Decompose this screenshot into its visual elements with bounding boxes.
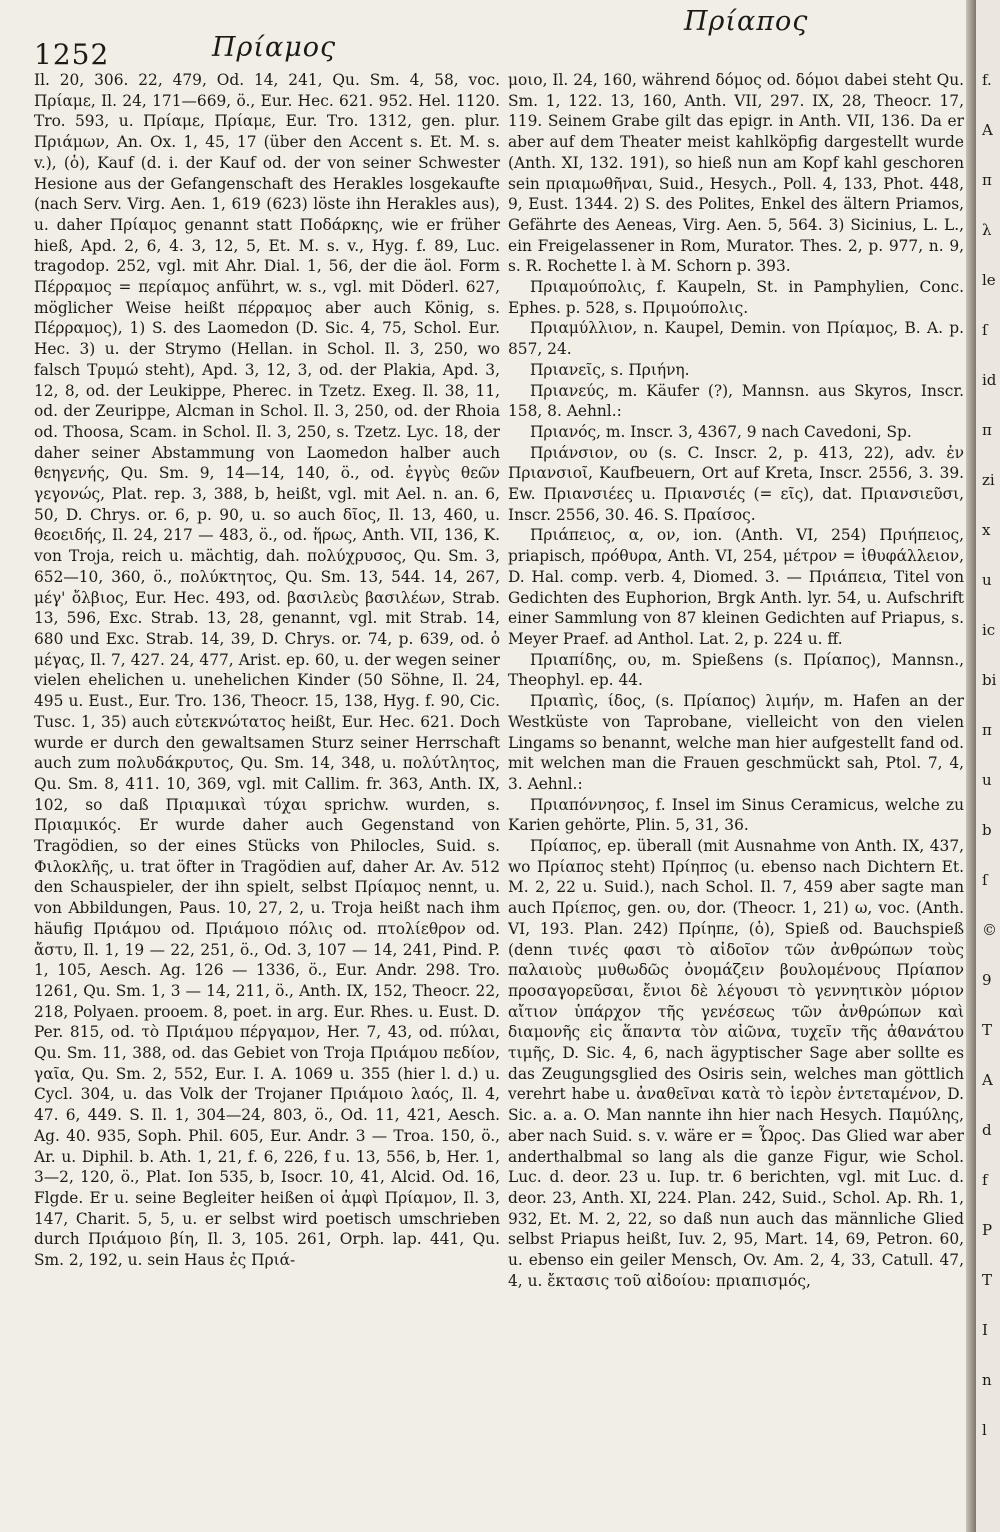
next-page-fragment: π	[982, 721, 992, 739]
entry-priapos: Πρίαπος, ep. überall (mit Ausnahme von Anth. IX, 437, wo Πρίαπος steht) Πρίηπος (u. ebenso nach Dichtern Et. M. 2, 22 u. Suid.), nach Schol. Il. 7, 459 aber sagte man auch Πρίεπος, gen. ου, dor. (Theocr. 1, 21) ω, voc. (Anth. VI, 193. Plan. 242) Πρίηπε, (ὁ), Spieß od. Bauchspieß (denn τινές φασι τὸ αἰδοῖον τῶν ἀνθρώπων τοὺς παλαιοὺς μυθωδῶς ὀνομάζειν βουλομένους Πρίαπον προσαγορεῦσαι, ἔνιοι δὲ λέγουσι τὸ γεννητικὸν μόριον αἴτιον ὑπάρχον τῆς γενέσεως τῶν ἀνθρώπων καὶ διαμονῆς εἰς ἅπαντα τὸν αἰῶνα, τυχεῖν τῆς ἀθανάτου τιμῆς, D. Sic. 4, 6, nach ägyptischer Sage aber sollte es das Zeugungsglied des Osiris sein, welches man göttlich verehrt habe u. ἀναθεῖναι κατὰ τὸ ἱερὸν ἐντεταμένον, D. Sic. a. a. O. Man nannte ihn hier nach Hesych. Παμύλης, aber nach Suid. s. v. wäre er = Ὧρος. Das Glied war aber anderthalbmal so lang als die ganze Figur, wie Schol. Luc. d. deor. 23 u. Iup. tr. 6 berichten, vgl. mit Luc. d. deor. 23, Anth. XI, 224. Plan. 242, Suid., Schol. Ap. Rh. 1, 932, Et. M. 2, 22, so daß nun auch das männliche Glied selbst Priapus heißt, Iuv. 2, 95, Mart. 14, 69, Petron. 60, u. ebenso ein geiler Mensch, Ov. Am. 2, 4, 33, Catull. 47, 4, u. ἔκτασις τοῦ αἰδοίου: πριαπισμός,	[508, 837, 964, 1290]
entry-priamyllion: Πριαμύλλιον, n. Kaupel, Demin. von Πρίαμος, B. A. p. 857, 24.	[508, 319, 964, 359]
next-page-fragment: T	[982, 1271, 993, 1289]
page-number: 1252	[34, 38, 110, 71]
next-page-fragment: A	[982, 1071, 993, 1089]
entry-priapeios: Πριάπειος, α, ον, ion. (Anth. VI, 254) Πριήπειος, priapisch, πρόθυρα, Anth. VI, 254, μέτρον = ἰθυφάλλειον, D. Hal. comp. verb. 4, Diomed. 3. — Πριάπεια, Titel von Gedichten des Euphorion, Brgk Anth. lyr. 54, u. Aufschrift einer Sammlung von 87 kleinen Gedichten auf Priapus, s. Meyer Praef. ad Anthol. Lat. 2, p. 224 u. ff.	[508, 526, 964, 648]
next-page-fragment: I	[982, 1321, 988, 1339]
next-page-fragment: le	[982, 271, 996, 289]
next-page-fragment: d	[982, 1121, 992, 1139]
entry-prianeus: Πριανεύς, m. Käufer (?), Mannsn. aus Skyros, Inscr. 158, 8. Aehnl.:	[508, 381, 964, 421]
next-page-fragment: f	[982, 1171, 988, 1189]
next-page-fragment: f.	[982, 71, 992, 89]
next-page-fragment: ſ	[982, 871, 988, 889]
next-page-fragment: bi	[982, 671, 997, 689]
left-column	[34, 70, 500, 1528]
entry-prianeis: Πριανεῖς, s. Πριήνη.	[530, 360, 690, 379]
next-page-fragment: A	[982, 121, 993, 139]
next-page-fragment: ſ	[982, 321, 988, 339]
next-page-fragment: n	[982, 1371, 992, 1389]
entry-priansion: Πριάνσιον, ου (s. C. Inscr. 2, p. 413, 22), adv. ἐν Πριανσιοῖ, Kaufbeuern, Ort auf Kreta, Inscr. 2556, 3. 39. Ew. Πριανσιέες u. Πριανσιές (= εῖς), dat. Πριανσιεῦσι, Inscr. 2556, 30. 46. S. Πραίσος.	[508, 443, 964, 524]
entry-priamos-continued-right: μοιο, Il. 24, 160, während δόμος od. δόμοι dabei steht Qu. Sm. 1, 122. 13, 160, Anth. VII, 297. IX, 28, Theocr. 17, 119. Seinem Grabe gilt das epigr. in Anth. VII, 136. Da er aber auf dem Theater meist kahlköpfig dargestellt wurde (Anth. XI, 132. 191), so hieß nun am Kopf kahl geschoren sein πριαμωθῆναι, Suid., Hesych., Poll. 4, 133, Phot. 448, 9, Eust. 1344. 2) S. des Polites, Enkel des ältern Priamos, Gefährte des Aeneas, Virg. Aen. 5, 564. 3) Sicinius, L. L., ein Freigelassener in Rom, Murator. Thes. 2, p. 977, n. 9, s. R. Rochette l. à M. Schorn p. 393.	[508, 71, 964, 276]
next-page-fragment: λ	[982, 221, 992, 239]
entry-priamupolis: Πριαμούπολις, f. Kaupeln, St. in Pamphylien, Conc. Ephes. p. 528, s. Πριμούπολις.	[508, 278, 964, 317]
right-column	[508, 70, 964, 1528]
next-page-fragment: id	[982, 371, 997, 389]
next-page-edge	[976, 0, 1000, 1532]
next-page-fragment: zi	[982, 471, 995, 489]
next-page-fragment: ic	[982, 621, 996, 639]
running-head-right: Πρίαπος	[684, 6, 809, 37]
next-page-fragment: u	[982, 771, 992, 789]
next-page-fragment: b	[982, 821, 992, 839]
running-head-left: Πρίαμος	[212, 32, 337, 63]
next-page-fragment: ©	[982, 921, 997, 939]
next-page-fragment: π	[982, 171, 992, 189]
next-page-fragment: π	[982, 421, 992, 439]
page-fold-shadow	[966, 0, 976, 1532]
next-page-fragment: u	[982, 571, 992, 589]
entry-priapides: Πριαπίδης, ου, m. Spießens (s. Πρίαπος), Mannsn., Theophyl. ep. 44.	[508, 650, 964, 690]
entry-priaponnesos: Πριαπόννησος, f. Insel im Sinus Ceramicus, welche zu Karien gehörte, Plin. 5, 31, 36.	[508, 795, 964, 835]
entry-prianos: Πριανός, m. Inscr. 3, 4367, 9 nach Cavedoni, Sp.	[530, 422, 912, 441]
next-page-fragment: l	[982, 1421, 987, 1439]
entry-priamos-continued: Il. 20, 306. 22, 479, Od. 14, 241, Qu. Sm. 4, 58, voc. Πρίαμε, Il. 24, 171—669, ö., Eur. Hec. 621. 952. Hel. 1120. Tro. 593, u. Πρίαμε, Πρίαμε, Eur. Tro. 1312, gen. plur. Πριάμων, An. Ox. 1, 45, 17 (über den Accent s. Et. M. s. v.), (ὁ), Kauf (d. i. der Kauf od. der von seiner Schwester Hesione aus der Gefangenschaft des Herakles losgekaufte (nach Serv. Virg. Aen. 1, 619 (623) löste ihn Herakles aus), u. daher Πρίαμος genannt statt Ποδάρκης, wie er früher hieß, Apd. 2, 6, 4. 3, 12, 5, Et. M. s. v., Hyg. f. 89, Luc. tragodop. 252, vgl. mit Ahr. Dial. 1, 56, der die äol. Form Πέρραμος = περίαμος anführt, w. s., vgl. mit Döderl. 627, möglicher Weise heißt πέρραμος aber auch König, s. Πέρραμος), 1) S. des Laomedon (D. Sic. 4, 75, Schol. Eur. Hec. 3) u. der Strymo (Hellan. in Schol. Il. 3, 250, wo falsch Τρυμώ steht), Apd. 3, 12, 3, od. der Plakia, Apd. 3, 12, 8, od. der Leukippe, Pherec. in Tzetz. Exeg. Il. 38, 11, od. der Zeurippe, Alcman in Schol. Il. 3, 250, od. der Rhoia od. Thoosa, Scam. in Schol. Il. 3, 250, s. Tzetz. Lyc. 18, der daher seiner Abstammung von Laomedon halber auch θεηγενής, Qu. Sm. 9, 14—14, 140, ö., od. ἐγγὺς θεῶν γεγονώς, Plat. rep. 3, 388, b, heißt, vgl. mit Ael. n. an. 6, 50, D. Chrys. or. 6, p. 90, u. so auch δῖος, Il. 13, 460, u. θεοειδής, Il. 24, 217 — 483, ö., od. ἥρως, Anth. VII, 136, K. von Troja, reich u. mächtig, dah. πολύχρυσος, Qu. Sm. 3, 652—10, 360, ö., πολύκτητος, Qu. Sm. 13, 544. 14, 267, μέγ' ὄλβιος, Eur. Hec. 493, od. βασιλεὺς βασιλέων, Strab. 13, 596, Exc. Strab. 13, 28, genannt, vgl. mit Strab. 14, 680 und Exc. Strab. 14, 39, D. Chrys. or. 74, p. 639, od. ὁ μέγας, Il. 7, 427. 24, 477, Arist. ep. 60, u. der wegen seiner vielen ehelichen u. unehelichen Kinder (50 Söhne, Il. 24, 495 u. Eust., Eur. Tro. 136, Theocr. 15, 138, Hyg. f. 90, Cic. Tusc. 1, 35) auch εὐτεκνώτατος heißt, Eur. Hec. 621. Doch wurde er durch den gewaltsamen Sturz seiner Herrschaft auch zum πολυδάκρυτος, Qu. Sm. 14, 348, u. πολύτλητος, Qu. Sm. 8, 411. 10, 369, vgl. mit Callim. fr. 363, Anth. IX, 102, so daß Πριαμικαὶ τύχαι sprichw. wurden, s. Πριαμικός. Er wurde daher auch Gegenstand von Tragödien, so der eines Stücks von Philocles, Suid. s. Φιλοκλῆς, u. trat öfter in Tragödien auf, daher Ar. Av. 512 den Schauspieler, der ihn spielt, selbst Πρίαμος nennt, u. von Abbildungen, Paus. 10, 27, 2, u. Troja heißt nach ihm häufig Πριάμου od. Πριάμοιο πόλις od. πτολίεθρον od. ἄστυ, Il. 1, 19 — 22, 251, ö., Od. 3, 107 — 14, 241, Pind. P. 1, 105, Aesch. Ag. 126 — 1336, ö., Eur. Andr. 298. Tro. 1261, Qu. Sm. 1, 3 — 14, 211, ö., Anth. IX, 152, Theocr. 22, 218, Polyaen. prooem. 8, poet. in arg. Eur. Rhes. u. Eust. D. Per. 815, od. τὸ Πριάμου πέργαμον, Her. 7, 43, od. πύλαι, Qu. Sm. 11, 388, od. das Gebiet von Troja Πριάμου πεδίον, γαῖα, Qu. Sm. 2, 552, Eur. I. A. 1069 u. 355 (hier l. d.) u. Cycl. 304, u. das Volk der Trojaner Πριάμοιο λαός, Il. 4, 47. 6, 449. S. Il. 1, 304—24, 803, ö., Od. 11, 421, Aesch. Ag. 40. 935, Soph. Phil. 605, Eur. Andr. 3 — Troa. 150, ö., Ar. u. Diphil. b. Ath. 1, 21, f. 6, 226, f u. 13, 556, b, Her. 1, 3—2, 120, ö., Plat. Ion 535, b, Isocr. 10, 41, Alcid. Od. 16, Flgde. Er u. seine Begleiter heißen οἱ ἀμφὶ Πρίαμον, Il. 3, 147, Charit. 5, 5, u. er selbst wird poetisch umschrieben durch Πριάμοιο βίη, Il. 3, 105. 261, Orph. lap. 441, Qu. Sm. 2, 192, u. sein Haus ἐς Πριά-	[34, 71, 500, 1270]
next-page-fragment: T	[982, 1021, 993, 1039]
entry-priapis: Πριαπὶς, ίδος, (s. Πρίαπος) λιμήν, m. Hafen an der Westküste von Taprobane, vielleicht von den vielen Lingams so benannt, welche man hier aufgestellt fand od. mit welchen man die Frauen geschmückt sah, Ptol. 7, 4, 3. Aehnl.:	[508, 692, 964, 793]
next-page-fragment: x	[982, 521, 991, 539]
next-page-fragment: 9	[982, 971, 992, 989]
next-page-fragment: P	[982, 1221, 993, 1239]
